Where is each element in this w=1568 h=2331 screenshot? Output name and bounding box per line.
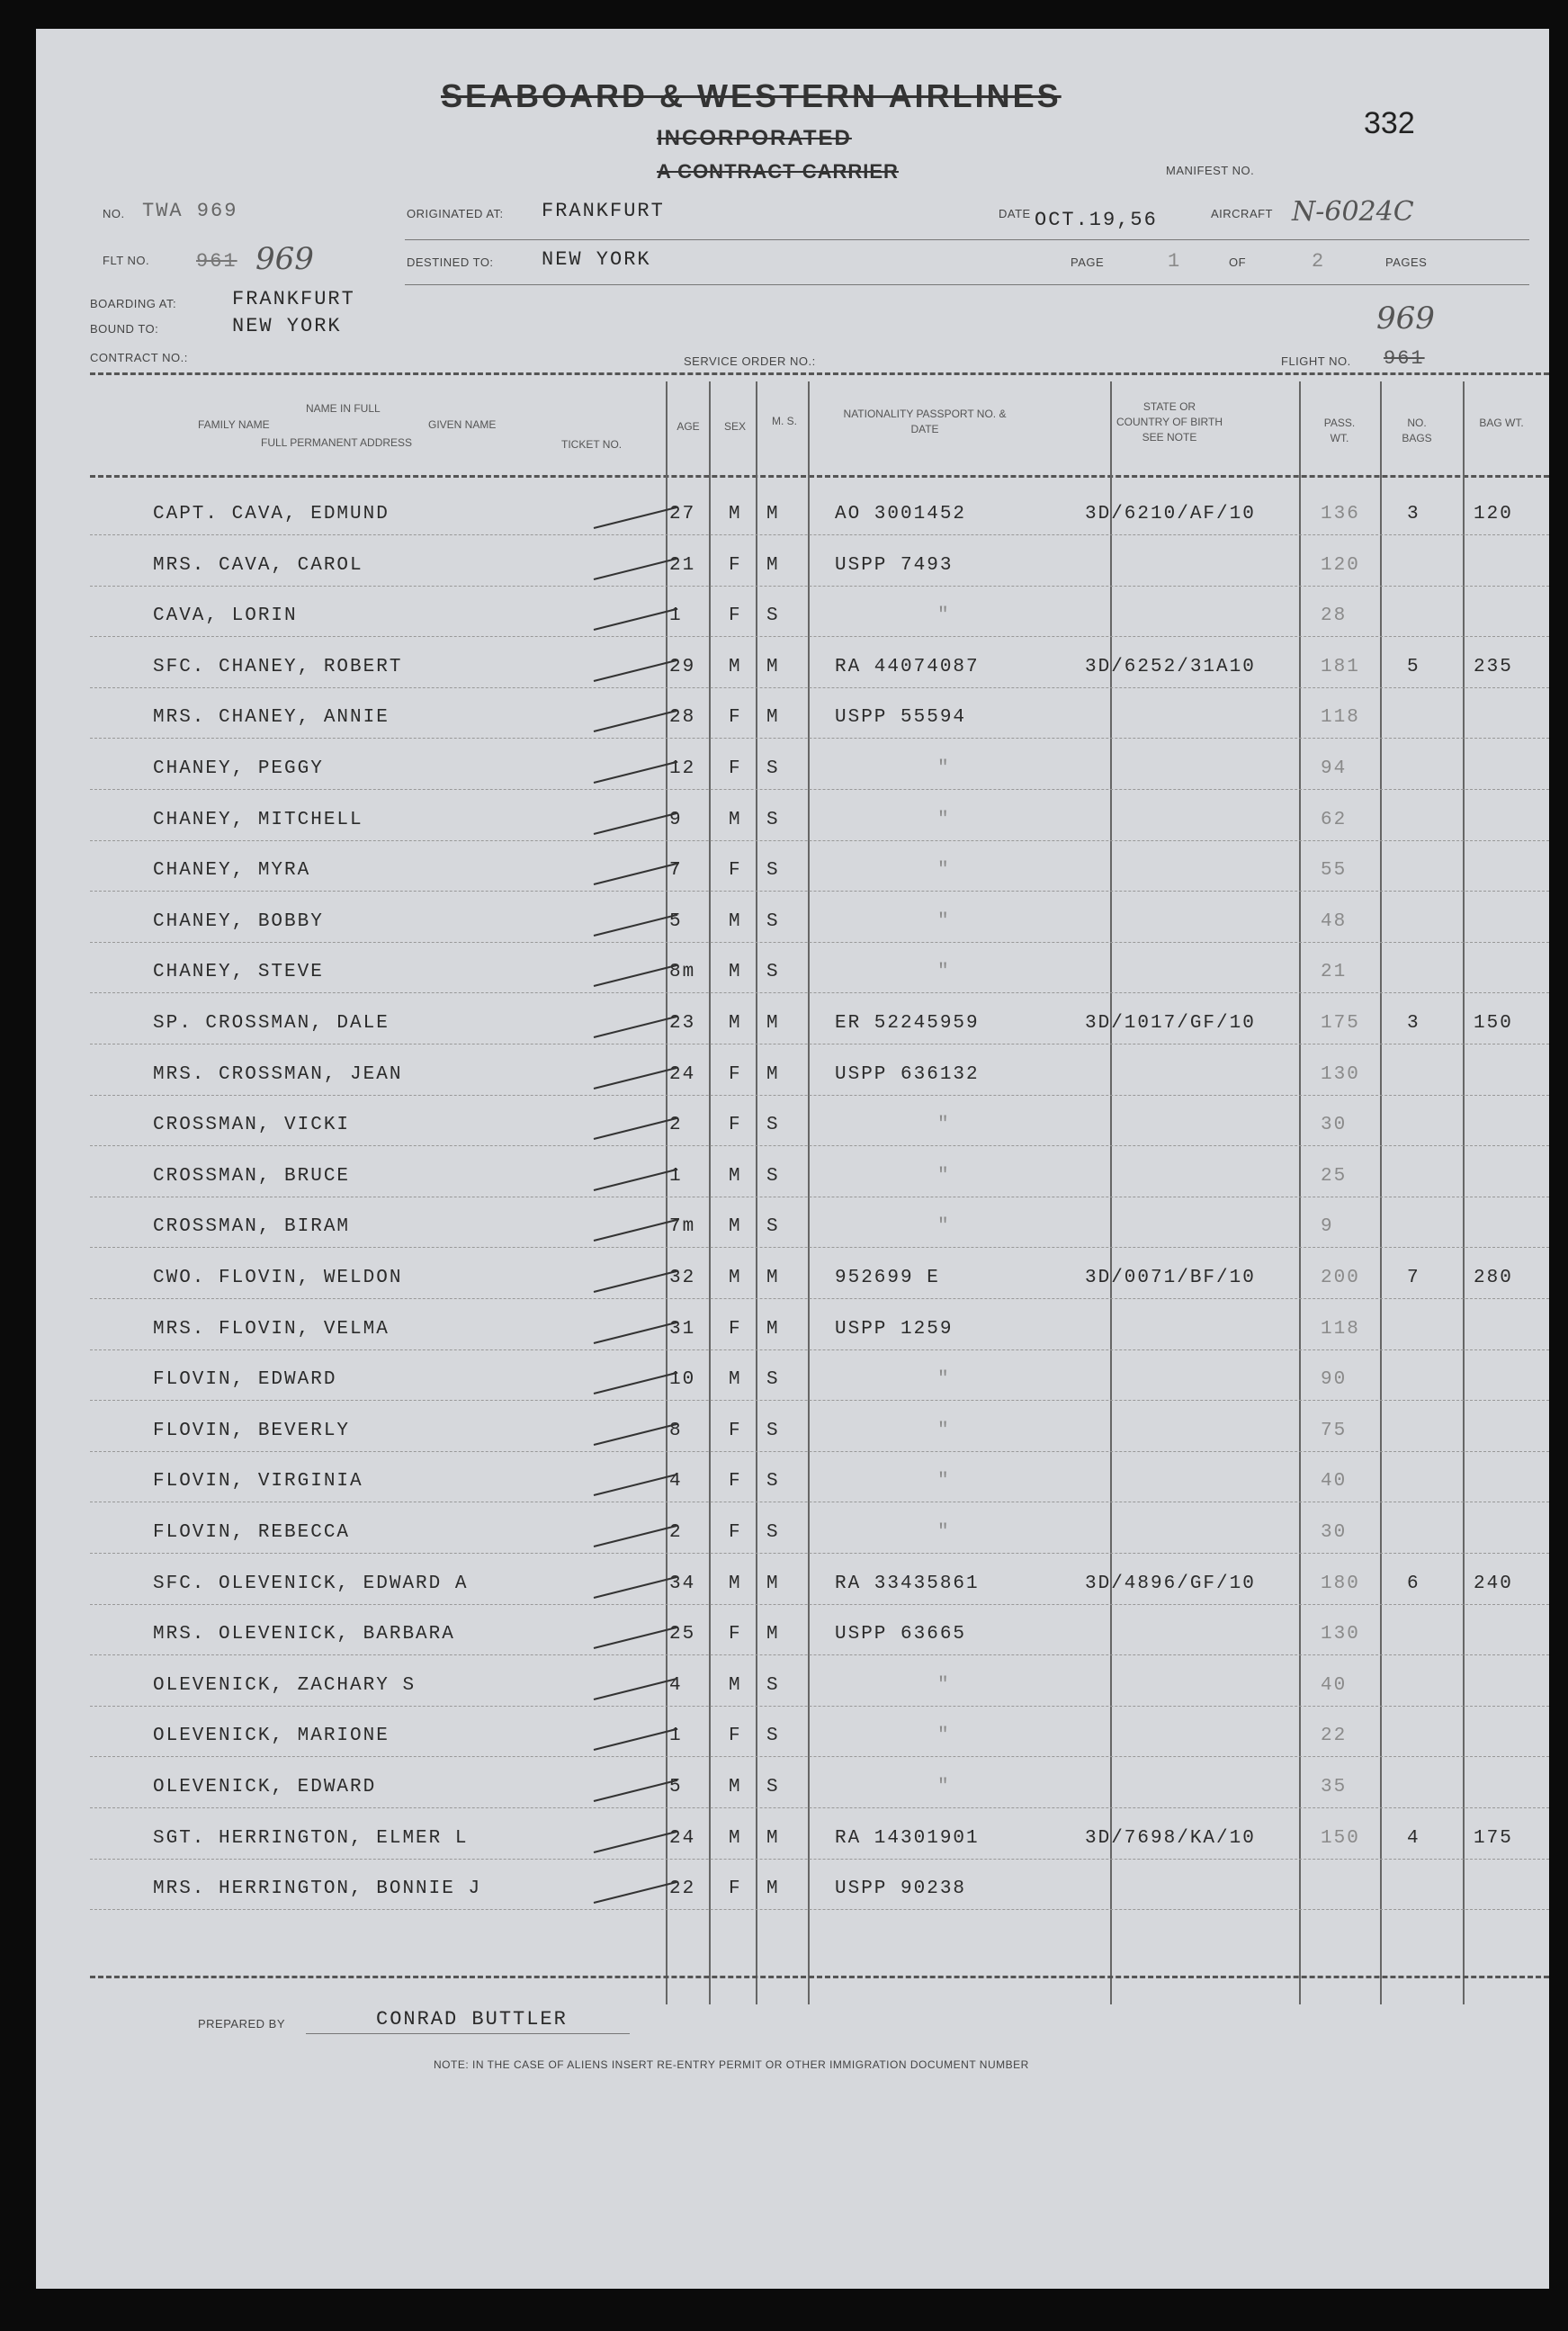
passenger-sex: M [729,1675,742,1696]
passenger-marital-status: M [766,1624,780,1645]
col-line-age [666,381,668,2004]
passenger-passport: AO 3001452 [835,504,967,524]
passenger-weight: 120 [1321,555,1360,576]
passenger-sex: M [729,1166,742,1187]
passenger-name: CWO. FLOVIN, WELDON [153,1268,403,1288]
passenger-name: CAPT. CAVA, EDMUND [153,504,390,524]
passenger-marital-status: M [766,657,780,677]
manifest-no-label: MANIFEST NO. [1166,164,1255,177]
passenger-name: OLEVENICK, EDWARD [153,1777,377,1798]
passenger-name: SFC. OLEVENICK, EDWARD A [153,1573,469,1594]
passenger-bag-weight: 235 [1474,657,1513,677]
boarding-value: FRANKFURT [232,288,355,310]
col-ms: M. S. [771,415,797,427]
passenger-sex: F [729,1726,742,1746]
flt-no-label: FLT NO. [103,254,150,267]
row-underline [90,1654,1549,1655]
passenger-weight: 118 [1321,1319,1360,1340]
passenger-weight: 150 [1321,1828,1360,1849]
passenger-bags: 4 [1407,1828,1420,1849]
passenger-weight: 90 [1321,1369,1348,1390]
row-underline [90,738,1549,739]
aircraft-value: N-6024C [1292,196,1414,228]
col-pass-wt: PASS. WT. [1323,417,1356,444]
passenger-weight: 22 [1321,1726,1348,1746]
passenger-marital-status: M [766,1064,780,1085]
passenger-sex: F [729,1624,742,1645]
passenger-age: 27 [669,504,696,524]
passenger-age: 25 [669,1624,696,1645]
passenger-passport: " [937,605,951,626]
passenger-sex: M [729,911,742,932]
passenger-passport: RA 14301901 [835,1828,980,1849]
row-underline [90,942,1549,943]
row-underline [90,1553,1549,1554]
passenger-age: 32 [669,1268,696,1288]
row-underline [90,586,1549,587]
passenger-weight: 130 [1321,1624,1360,1645]
passenger-passport: " [937,1777,951,1798]
passenger-sex: F [729,1471,742,1492]
col-line-ms [756,381,757,2004]
passenger-age: 21 [669,555,696,576]
passenger-sex: M [729,962,742,982]
passenger-name: MRS. CHANEY, ANNIE [153,707,390,728]
passenger-name: CHANEY, PEGGY [153,758,324,779]
no-label: NO. [103,207,125,220]
passenger-passport: " [937,758,951,779]
flt-no-struck: 961 [196,250,237,273]
boarding-label: BOARDING AT: [90,297,177,310]
passenger-age: 2 [669,1115,683,1135]
passenger-age: 28 [669,707,696,728]
row-underline [90,1400,1549,1401]
passenger-name: OLEVENICK, MARIONE [153,1726,390,1746]
passenger-passport: " [937,1115,951,1135]
col-given-name: GIVEN NAME [428,418,497,431]
prepared-value: CONRAD BUTTLER [376,2008,568,2031]
passenger-age: 29 [669,657,696,677]
col-line-ms-end [808,381,810,2004]
passenger-age: 5 [669,911,683,932]
col-bag-wt: BAG WT. [1479,417,1524,429]
passenger-age: 31 [669,1319,696,1340]
passenger-age: 4 [669,1675,683,1696]
passenger-weight: 136 [1321,504,1360,524]
page-label: PAGE [1071,256,1105,269]
passenger-weight: 30 [1321,1115,1348,1135]
row-underline [90,1349,1549,1350]
bound-value: NEW YORK [232,315,342,337]
passenger-age: 9 [669,810,683,830]
passenger-age: 2 [669,1522,683,1543]
service-order-label: SERVICE ORDER NO.: [684,354,816,368]
row-underline [90,1298,1549,1299]
passenger-bag-weight: 280 [1474,1268,1513,1288]
passenger-sex: M [729,1777,742,1798]
passenger-sex: F [729,605,742,626]
passenger-marital-status: S [766,860,780,881]
date-value: OCT.19,56 [1035,209,1158,231]
destined-value: NEW YORK [542,248,651,271]
passenger-weight: 175 [1321,1013,1360,1034]
passenger-sex: M [729,810,742,830]
passenger-weight: 21 [1321,962,1348,982]
passenger-sex: M [729,1573,742,1594]
passenger-sex: F [729,758,742,779]
passenger-marital-status: S [766,1777,780,1798]
passenger-name: CHANEY, BOBBY [153,911,324,932]
company-title: SEABOARD & WESTERN AIRLINES [441,77,1062,114]
passenger-name: CROSSMAN, VICKI [153,1115,351,1135]
aircraft-label: AIRCRAFT [1211,207,1273,220]
passenger-weight: 40 [1321,1471,1348,1492]
passenger-name: CAVA, LORIN [153,605,298,626]
passenger-name: FLOVIN, VIRGINIA [153,1471,363,1492]
passenger-marital-status: S [766,1216,780,1237]
passenger-age: 23 [669,1013,696,1034]
passenger-age: 5 [669,1777,683,1798]
passenger-bags: 6 [1407,1573,1420,1594]
passenger-passport: " [937,1675,951,1696]
row-underline [90,636,1549,637]
passenger-passport: " [937,962,951,982]
passenger-marital-status: S [766,605,780,626]
passenger-marital-status: S [766,1471,780,1492]
passenger-weight: 181 [1321,657,1360,677]
passenger-weight: 130 [1321,1064,1360,1085]
passenger-name: MRS. OLEVENICK, BARBARA [153,1624,455,1645]
header-separator [90,372,1549,375]
row-underline [90,687,1549,688]
passenger-orders: 3D/6252/31A10 [1085,657,1256,677]
passenger-name: SFC. CHANEY, ROBERT [153,657,403,677]
row-underline [90,840,1549,841]
passenger-passport: USPP 55594 [835,707,967,728]
table-bottom-line [90,1976,1549,1978]
passenger-passport: " [937,1369,951,1390]
page-number: 332 [1364,106,1415,140]
passenger-orders: 3D/6210/AF/10 [1085,504,1256,524]
passenger-orders: 3D/1017/GF/10 [1085,1013,1256,1034]
passenger-age: 22 [669,1878,696,1899]
passenger-name: CHANEY, MYRA [153,860,311,881]
passenger-weight: 40 [1321,1675,1348,1696]
page-value: 1 [1168,250,1182,273]
passenger-sex: M [729,1828,742,1849]
passenger-name: SGT. HERRINGTON, ELMER L [153,1828,469,1849]
passenger-age: 8m [669,962,696,982]
passenger-weight: 180 [1321,1573,1360,1594]
passenger-marital-status: S [766,758,780,779]
footer-note: NOTE: IN THE CASE OF ALIENS INSERT RE-ENTRY PERMIT OR OTHER IMMIGRATION DOCUMENT NUMBER [434,2058,1029,2071]
passenger-passport: " [937,1166,951,1187]
passenger-weight: 200 [1321,1268,1360,1288]
col-name-header: NAME IN FULL [306,402,381,415]
passenger-weight: 9 [1321,1216,1334,1237]
passenger-name: OLEVENICK, ZACHARY S [153,1675,417,1696]
row-underline [90,1807,1549,1808]
row-underline [90,1095,1549,1096]
col-age: AGE [676,420,700,433]
passenger-marital-status: M [766,1573,780,1594]
passenger-marital-status: S [766,1369,780,1390]
col-line-bags [1380,381,1382,2004]
passenger-marital-status: S [766,1421,780,1441]
passenger-weight: 48 [1321,911,1348,932]
col-full-address: FULL PERMANENT ADDRESS [261,436,413,449]
passenger-name: CHANEY, MITCHELL [153,810,363,830]
row-underline [90,1859,1549,1860]
passenger-passport: " [937,911,951,932]
row-underline [90,534,1549,535]
passenger-bags: 7 [1407,1268,1420,1288]
row-underline [90,1247,1549,1248]
passenger-passport: " [937,1471,951,1492]
passenger-age: 4 [669,1471,683,1492]
passenger-name: FLOVIN, EDWARD [153,1369,337,1390]
row-underline [90,1451,1549,1452]
passenger-name: SP. CROSSMAN, DALE [153,1013,390,1034]
passenger-passport: ER 52245959 [835,1013,980,1034]
passenger-sex: F [729,1878,742,1899]
passenger-bag-weight: 240 [1474,1573,1513,1594]
row-underline [90,1909,1549,1910]
col-no-bags: NO. BAGS [1402,417,1432,444]
passenger-name: FLOVIN, REBECCA [153,1522,351,1543]
row-underline [90,1706,1549,1707]
no-value: TWA 969 [142,200,238,222]
passenger-marital-status: M [766,1878,780,1899]
passenger-passport: " [937,810,951,830]
header-rule-2 [405,284,1529,285]
passenger-marital-status: M [766,1268,780,1288]
passenger-passport: USPP 7493 [835,555,954,576]
of-value: 2 [1312,250,1326,273]
carrier-type: A CONTRACT CARRIER [657,160,899,183]
passenger-sex: F [729,1319,742,1340]
passenger-marital-status: S [766,1675,780,1696]
passenger-orders: 3D/7698/KA/10 [1085,1828,1256,1849]
passenger-bag-weight: 175 [1474,1828,1513,1849]
flt-no-hand: 969 [255,241,314,277]
passenger-marital-status: S [766,1166,780,1187]
originated-value: FRANKFURT [542,200,665,222]
column-header-separator [90,475,1549,478]
passenger-age: 1 [669,605,683,626]
company-subtitle: INCORPORATED [657,126,852,150]
col-line-state [1110,381,1112,2004]
destined-label: DESTINED TO: [407,256,494,269]
passenger-marital-status: M [766,555,780,576]
passenger-marital-status: S [766,962,780,982]
header-rule-1 [405,239,1529,240]
passenger-marital-status: S [766,810,780,830]
passenger-age: 34 [669,1573,696,1594]
passenger-name: MRS. HERRINGTON, BONNIE J [153,1878,482,1899]
row-underline [90,992,1549,993]
passenger-sex: F [729,555,742,576]
prepared-label: PREPARED BY [198,2017,286,2031]
passenger-bags: 5 [1407,657,1420,677]
passenger-passport: RA 33435861 [835,1573,980,1594]
col-ticket: TICKET NO. [561,438,623,451]
passenger-sex: F [729,860,742,881]
passenger-passport: 952699 E [835,1268,940,1288]
passenger-orders: 3D/0071/BF/10 [1085,1268,1256,1288]
passenger-weight: 94 [1321,758,1348,779]
passenger-weight: 75 [1321,1421,1348,1441]
flight-no-struck: 961 [1384,347,1425,370]
passenger-name: MRS. CAVA, CAROL [153,555,363,576]
passenger-passport: USPP 90238 [835,1878,967,1899]
passenger-bags: 3 [1407,1013,1420,1034]
passenger-name: MRS. FLOVIN, VELMA [153,1319,390,1340]
passenger-age: 1 [669,1166,683,1187]
passenger-age: 10 [669,1369,696,1390]
passenger-name: CROSSMAN, BIRAM [153,1216,351,1237]
passenger-age: 1 [669,1726,683,1746]
passenger-weight: 62 [1321,810,1348,830]
row-underline [90,789,1549,790]
passenger-name: FLOVIN, BEVERLY [153,1421,351,1441]
prepared-rule [306,2033,630,2034]
passenger-marital-status: S [766,1115,780,1135]
passenger-passport: USPP 63665 [835,1624,967,1645]
passenger-marital-status: S [766,911,780,932]
passenger-sex: F [729,1421,742,1441]
flight-no-label: FLIGHT NO. [1281,354,1351,368]
passenger-age: 24 [669,1828,696,1849]
passenger-marital-status: S [766,1522,780,1543]
passenger-sex: M [729,657,742,677]
passenger-sex: F [729,1522,742,1543]
passenger-sex: F [729,1115,742,1135]
passenger-name: CROSSMAN, BRUCE [153,1166,351,1187]
passenger-marital-status: M [766,1828,780,1849]
passenger-sex: F [729,1064,742,1085]
passenger-name: MRS. CROSSMAN, JEAN [153,1064,403,1085]
passenger-bags: 3 [1407,504,1420,524]
passenger-weight: 118 [1321,707,1360,728]
date-label: DATE [999,207,1031,220]
passenger-weight: 28 [1321,605,1348,626]
originated-label: ORIGINATED AT: [407,207,504,220]
passenger-weight: 25 [1321,1166,1348,1187]
passenger-sex: M [729,1369,742,1390]
passenger-marital-status: M [766,707,780,728]
manifest-sheet [36,29,1549,2289]
row-underline [90,1145,1549,1146]
passenger-orders: 3D/4896/GF/10 [1085,1573,1256,1594]
passenger-sex: M [729,1216,742,1237]
passenger-marital-status: M [766,1319,780,1340]
flight-no-hand: 969 [1376,300,1435,336]
passenger-sex: M [729,1268,742,1288]
of-label: OF [1229,256,1247,269]
row-underline [90,891,1549,892]
passenger-age: 7 [669,860,683,881]
col-sex: SEX [723,420,746,433]
passenger-bag-weight: 120 [1474,504,1513,524]
contract-label: CONTRACT NO.: [90,351,188,364]
passenger-passport: " [937,1522,951,1543]
col-family-name: FAMILY NAME [198,418,270,431]
passenger-passport: USPP 1259 [835,1319,954,1340]
passenger-weight: 35 [1321,1777,1348,1798]
bound-label: BOUND TO: [90,322,159,336]
col-nationality: NATIONALITY PASSPORT NO. & DATE [843,408,1007,435]
passenger-name: CHANEY, STEVE [153,962,324,982]
passenger-passport: " [937,860,951,881]
row-underline [90,1604,1549,1605]
passenger-passport: USPP 636132 [835,1064,980,1085]
passenger-marital-status: S [766,1726,780,1746]
col-line-passwt [1299,381,1301,2004]
col-state: STATE OR COUNTRY OF BIRTH SEE NOTE [1116,400,1223,444]
passenger-passport: RA 44074087 [835,657,980,677]
passenger-passport: " [937,1216,951,1237]
passenger-weight: 30 [1321,1522,1348,1543]
passenger-marital-status: M [766,1013,780,1034]
col-line-sex [709,381,711,2004]
pages-label: PAGES [1385,256,1428,269]
passenger-sex: M [729,504,742,524]
passenger-bag-weight: 150 [1474,1013,1513,1034]
passenger-age: 12 [669,758,696,779]
passenger-sex: M [729,1013,742,1034]
col-line-bagwt [1463,381,1465,2004]
passenger-age: 7m [669,1216,696,1237]
passenger-age: 24 [669,1064,696,1085]
passenger-weight: 55 [1321,860,1348,881]
passenger-marital-status: M [766,504,780,524]
passenger-sex: F [729,707,742,728]
passenger-passport: " [937,1726,951,1746]
row-underline [90,1756,1549,1757]
passenger-age: 8 [669,1421,683,1441]
passenger-passport: " [937,1421,951,1441]
